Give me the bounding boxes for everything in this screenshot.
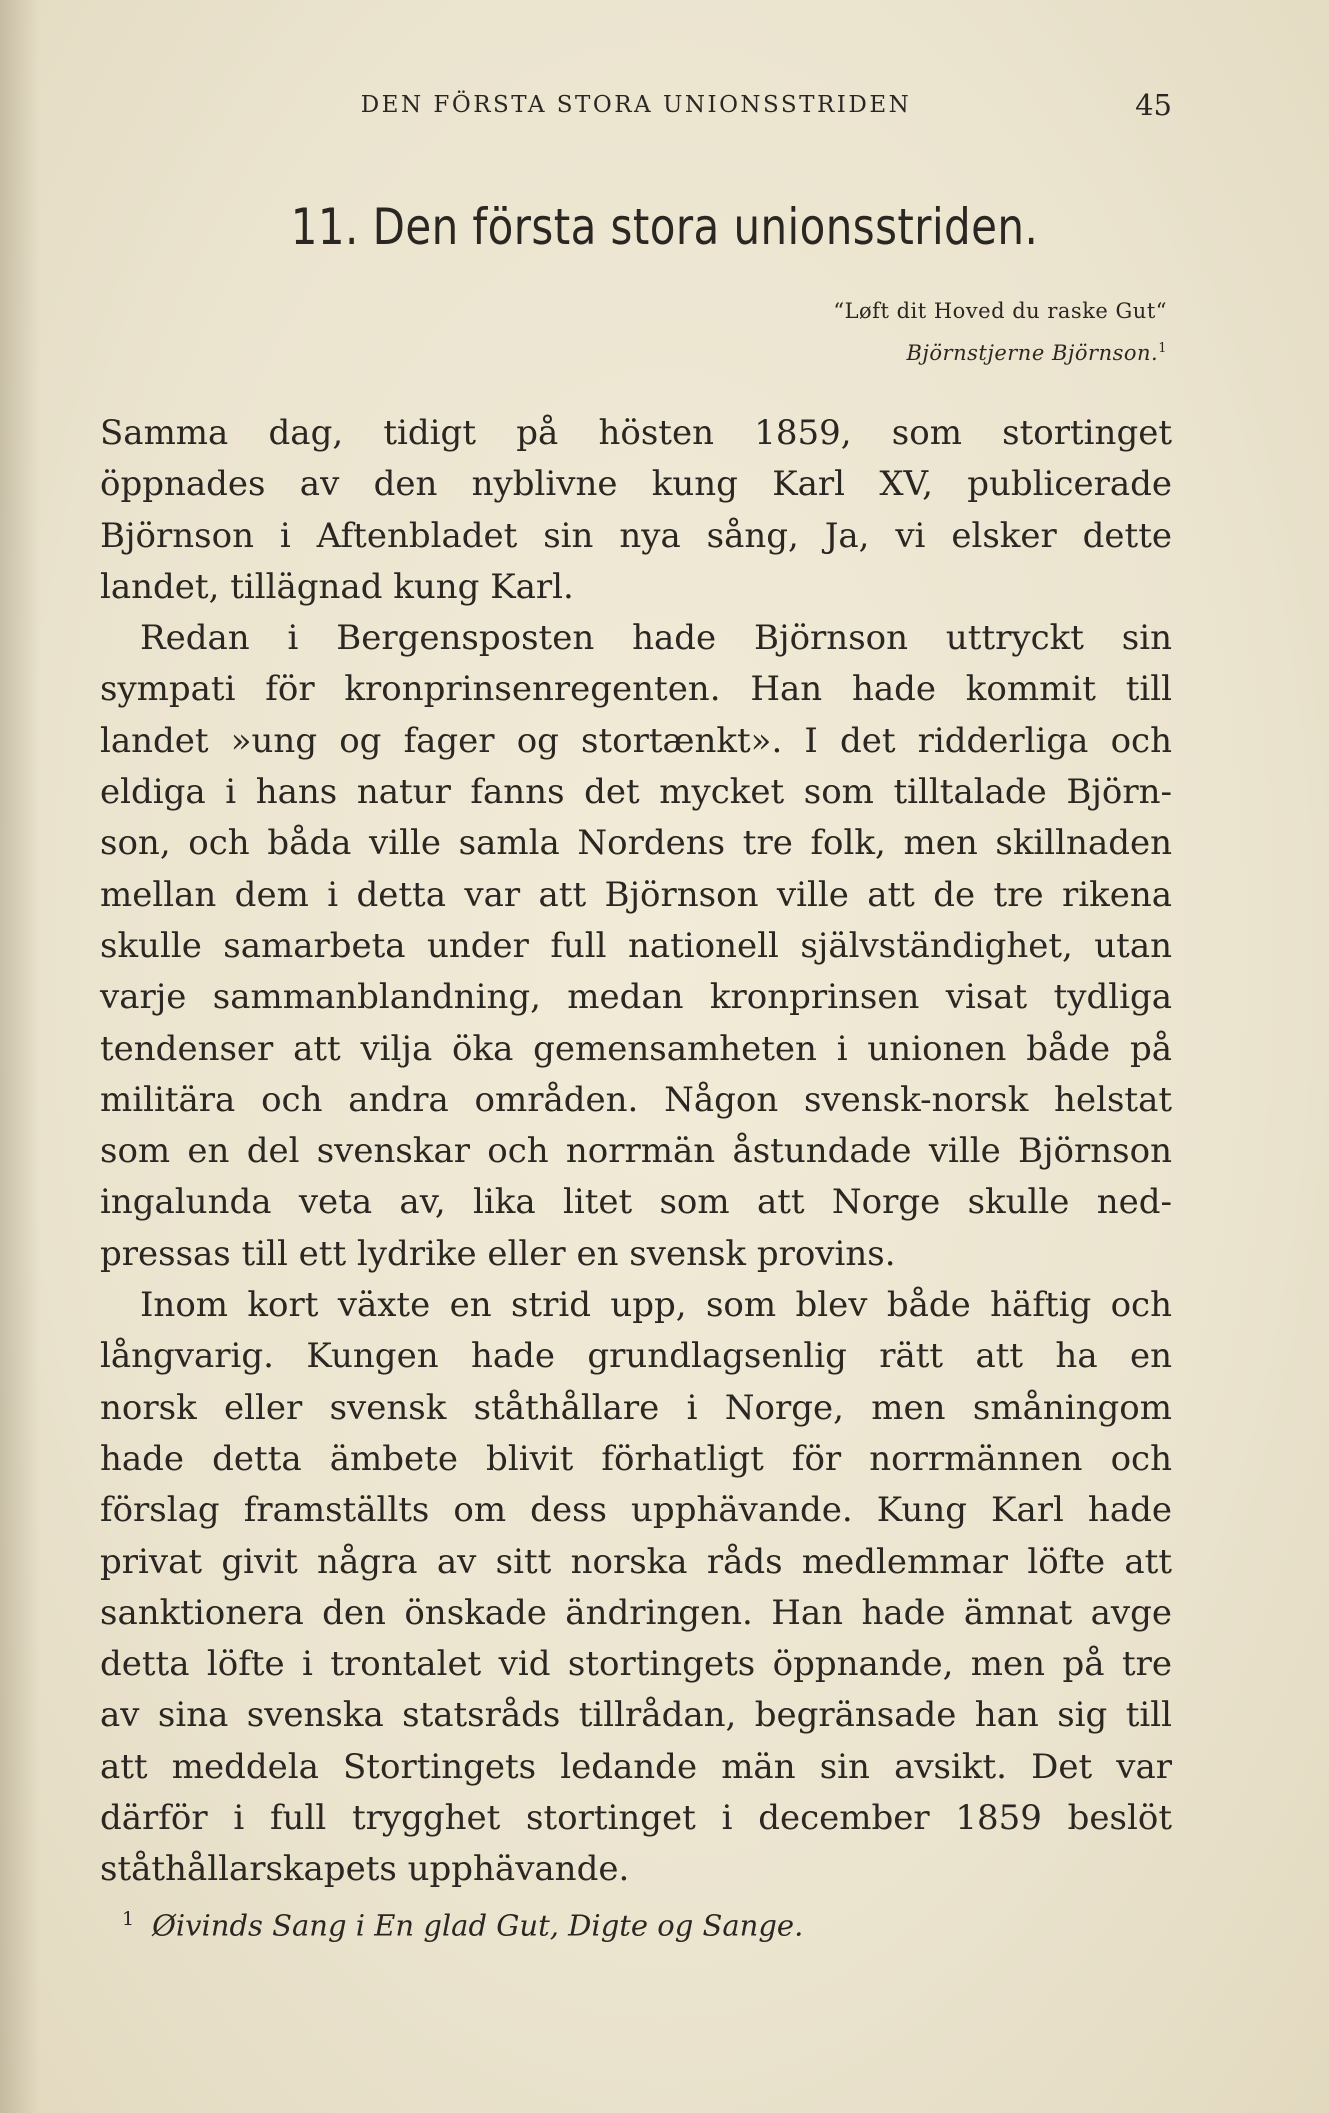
text-line: sanktionera den önskade ändringen. Han hade ämnat avge <box>100 1592 1172 1633</box>
epigraph-author: Björnstjerne Björnson. <box>906 341 1159 365</box>
text-line: av sina svenska statsråds tillrådan, begränsade han sig till <box>100 1695 1172 1736</box>
running-title: DEN FÖRSTA STORA UNIONSSTRIDEN <box>360 92 912 118</box>
text-line: norsk eller svensk ståthållare i Norge, men småningom <box>100 1387 1172 1428</box>
epigraph-quote: “Løft dit Hoved du raske Gut“ <box>833 299 1167 323</box>
text-line: därför i full trygghet stortinget i december 1859 beslöt <box>100 1798 1172 1839</box>
text-line: privat givit några av sitt norska råds medlemmar löfte att <box>100 1541 1172 1582</box>
text-line: Inom kort växte en strid upp, som blev både häftig och <box>140 1285 1172 1326</box>
text-line: militära och andra områden. Någon svensk-norsk helstat <box>100 1079 1172 1120</box>
text-line: öppnades av den nyblivne kung Karl XV, publicerade <box>100 464 1172 505</box>
text-line: pressas till ett lydrike eller en svensk provins. <box>100 1233 896 1274</box>
text-line: Björnson i Aftenbladet sin nya sång, Ja, vi elsker dette <box>100 515 1172 556</box>
text-line: förslag framställts om dess upphävande. Kung Karl hade <box>100 1490 1172 1531</box>
text-line: ståthållarskapets upphävande. <box>100 1849 630 1890</box>
text-line: skulle samarbeta under full nationell självständighet, utan <box>100 925 1172 966</box>
text-line: långvarig. Kungen hade grundlagsenlig rätt att ha en <box>100 1336 1172 1377</box>
text-line: ingalunda veta av, lika litet som att Norge skulle ned- <box>100 1182 1172 1223</box>
text-line: Samma dag, tidigt på hösten 1859, som stortinget <box>100 413 1172 453</box>
text-line: mellan dem i detta var att Björnson ville att de tre rikena <box>100 874 1172 915</box>
epigraph <box>833 292 1167 372</box>
footnote-mark: 1 <box>122 1908 135 1930</box>
text-line: hade detta ämbete blivit förhatligt för norrmännen och <box>100 1438 1172 1479</box>
text-line: sympati för kronprinsenregenten. Han hade kommit till <box>100 669 1172 710</box>
chapter-title: 11. Den första stora unionsstriden. <box>290 198 1039 256</box>
text-line: son, och båda ville samla Nordens tre folk, men skillnaden <box>100 823 1172 864</box>
text-line: Redan i Bergensposten hade Björnson uttryckt sin <box>140 618 1172 659</box>
text-line: som en del svenskar och norrmän åstundade ville Björnson <box>100 1131 1172 1172</box>
running-head <box>100 88 1172 132</box>
text-line: detta löfte i trontalet vid stortingets öppnande, men på tre <box>100 1644 1172 1685</box>
body-text <box>100 408 1172 1896</box>
text-line: landet, tillägnad kung Karl. <box>100 566 574 607</box>
text-line: att meddela Stortingets ledande män sin avsikt. Det var <box>100 1746 1172 1787</box>
footnote-reference: 1 <box>1158 341 1167 356</box>
footnote-text: Øivinds Sang i En glad Gut, Digte og Sange. <box>152 1908 804 1943</box>
epigraph-attribution <box>833 330 1167 372</box>
text-line: tendenser att vilja öka gemensamheten i unionen både på <box>100 1028 1172 1069</box>
page-number: 45 <box>1135 88 1172 122</box>
gutter-shadow <box>0 0 40 2113</box>
text-line: landet »ung og fager og stortænkt». I det ridderliga och <box>100 720 1172 761</box>
footnote <box>122 1908 1162 1943</box>
text-line: eldiga i hans natur fanns det mycket som tilltalade Björn- <box>100 772 1172 813</box>
text-line: varje sammanblandning, medan kronprinsen visat tydliga <box>100 977 1172 1018</box>
